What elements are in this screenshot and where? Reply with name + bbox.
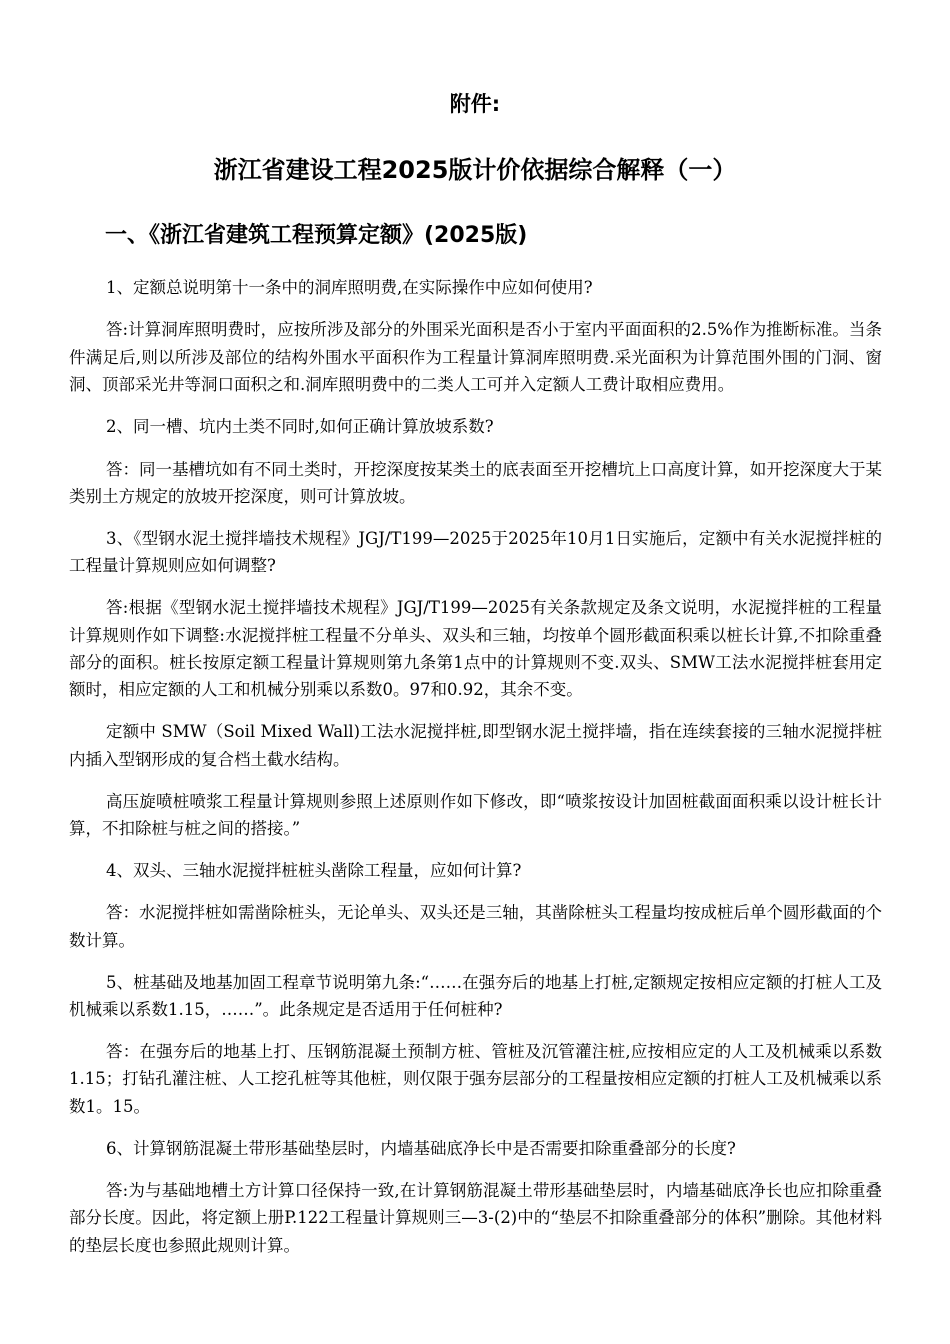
document-title: 浙江省建设工程2025版计价依据综合解释（一） xyxy=(213,156,737,184)
answer-1: 答:计算洞库照明费时，应按所涉及部分的外围采光面积是否小于室内平面面积的2.5%作为推断标准。当条件满足后,则以所涉及部位的结构外围水平面积作为工程量计算洞库照明费.采光面积为计算范围外围的门洞、窗洞、顶部采光井等洞口面积之和.洞库照明费中的二类人工可并入定额人工费计取相应费用。 xyxy=(69,320,882,395)
document-body xyxy=(69,274,882,1274)
question-1: 1、定额总说明第十一条中的洞库照明费,在实际操作中应如何使用? xyxy=(106,278,593,297)
answer-5: 答：在强夯后的地基上打、压钢筋混凝土预制方桩、管桩及沉管灌注桩,应按相应定的人工及机械乘以系数1.15；打钻孔灌注桩、人工挖孔桩等其他桩，则仅限于强夯层部分的工程量按相应定额的打桩人工及机械乘以系数1。15。 xyxy=(69,1041,882,1116)
answer-3-note-jet-grouting: 高压旋喷桩喷浆工程量计算规则参照上述原则作如下修改，即“喷浆按设计加固桩截面面积乘以设计桩长计算，不扣除桩与桩之间的搭接。” xyxy=(69,791,882,838)
question-2: 2、同一槽、坑内土类不同时,如何正确计算放坡系数? xyxy=(106,417,494,437)
answer-6: 答:为与基础地槽土方计算口径保持一致,在计算钢筋混凝土带形基础垫层时，内墙基础底净长也应扣除重叠部分长度。因此，将定额上册P.122工程量计算规则三—3-(2)中的“垫层不扣除重叠部分的体积”删除。其他材料的垫层长度也参照此规则计算。 xyxy=(69,1181,882,1255)
attachment-label: 附件: xyxy=(449,92,501,116)
question-5: 5、桩基础及地基加固工程章节说明第九条:“……在强夯后的地基上打桩,定额规定按相应定额的打桩人工及机械乘以系数1.15，……”。此条规定是否适用于任何桩种? xyxy=(69,972,882,1020)
section-heading: 一、《浙江省建筑工程预算定额》(2025版) xyxy=(105,223,528,248)
answer-2: 答：同一基槽坑如有不同土类时，开挖深度按某类土的底表面至开挖槽坑上口高度计算，如开挖深度大于某类别土方规定的放坡开挖深度，则可计算放坡。 xyxy=(69,459,882,506)
question-3: 3、《型钢水泥土搅拌墙技术规程》JGJ/T199—2025于2025年10月1日实施后，定额中有关水泥搅拌桩的工程量计算规则应如何调整? xyxy=(69,528,882,576)
question-4: 4、双头、三轴水泥搅拌桩桩头凿除工程量，应如何计算? xyxy=(106,860,522,880)
answer-3: 答:根据《型钢水泥土搅拌墙技术规程》JGJ/T199—2025有关条款规定及条文说明，水泥搅拌桩的工程量计算规则作如下调整:水泥搅拌桩工程量不分单头、双头和三轴，均按单个圆形截面积乘以桩长计算,不扣除重叠部分的面积。桩长按原定额工程量计算规则第九条第1点中的计算规则不变.双头、SMW工法水泥搅拌桩套用定额时，相应定额的人工和机械分别乘以系数0。97和0.92，其余不变。 xyxy=(69,598,882,700)
answer-3-note-smw: 定额中 SMW（Soil Mixed Wall)工法水泥搅拌桩,即型钢水泥土搅拌墙，指在连续套接的三轴水泥搅拌桩内插入型钢形成的复合档土截水结构。 xyxy=(69,722,882,769)
question-6: 6、计算钢筋混凝土带形基础垫层时，内墙基础底净长中是否需要扣除重叠部分的长度? xyxy=(106,1138,736,1158)
answer-4: 答：水泥搅拌桩如需凿除桩头，无论单头、双头还是三轴，其凿除桩头工程量均按成桩后单个圆形截面的个数计算。 xyxy=(69,903,882,950)
